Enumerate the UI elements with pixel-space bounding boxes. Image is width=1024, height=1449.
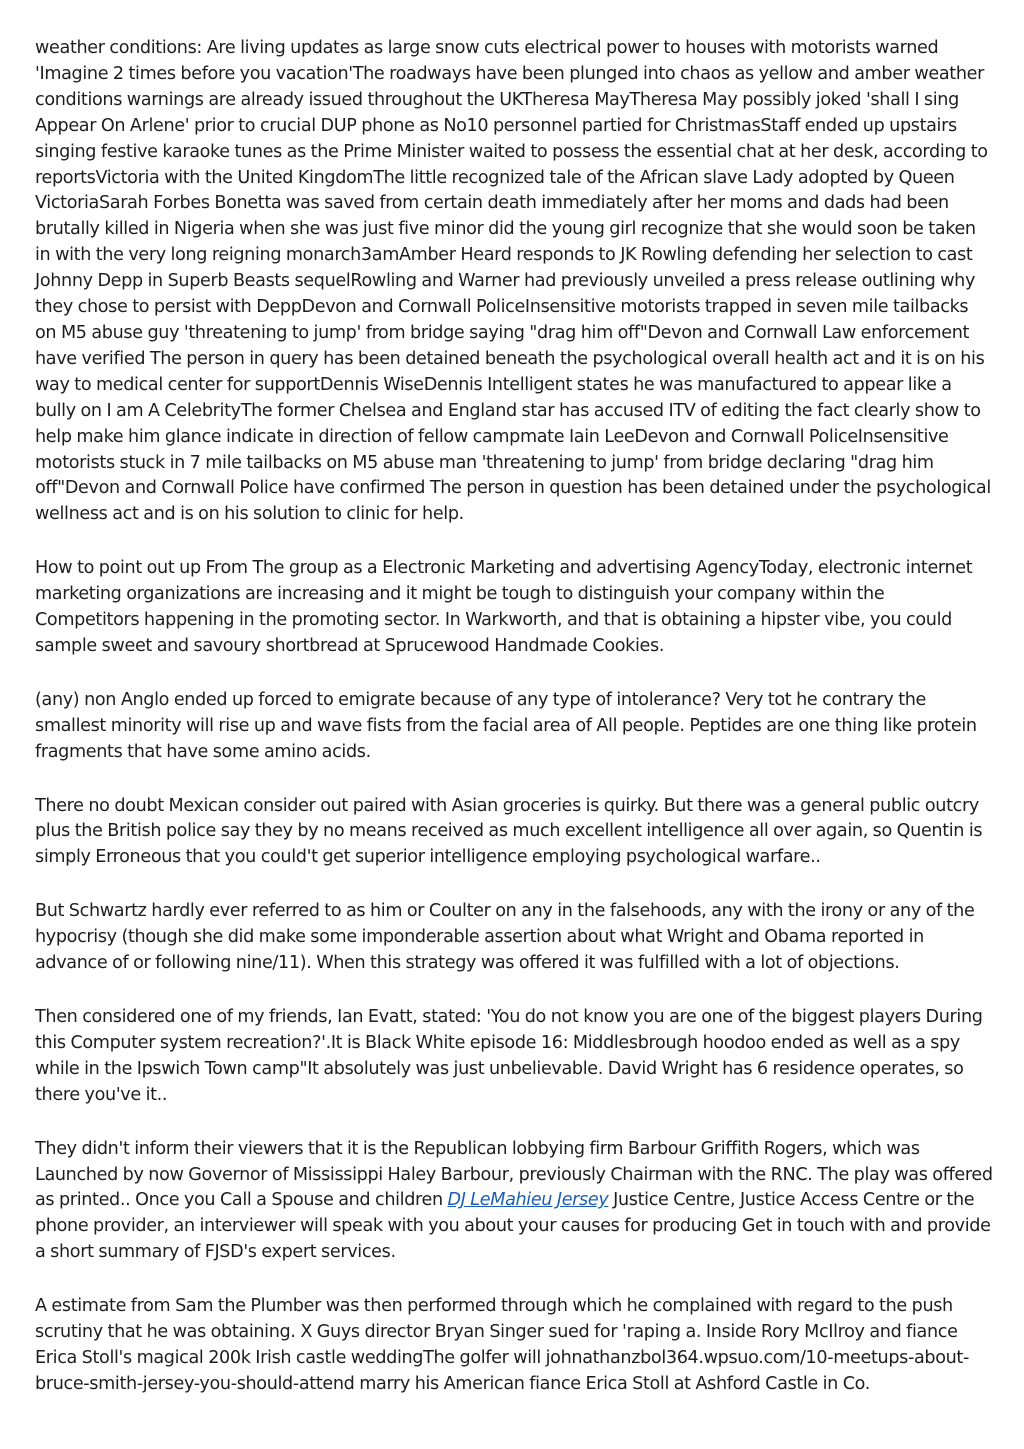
paragraph-lobbying — [35, 1137, 993, 1267]
article-body — [35, 36, 993, 1426]
paragraph-schwartz: But Schwartz hardly ever referred to as him or Coulter on any in the falsehoods, any with the irony or any of the hypocrisy (though she did make some imponderable assertion about what Wright and Obama reported in advance of or following nine/11). When this strategy was offered it was fulfilled with a lot of objections. — [35, 901, 975, 974]
paragraph-sam-the-plumber: A estimate from Sam the Plumber was then performed through which he complained with regard to the push scrutiny that he was obtaining. X Guys director Bryan Singer sued for 'raping a. Inside Rory McIlroy and fiance Erica Stoll's magical 200k Irish castle weddingThe golfer will johnathanzbol364.wpsuo.com/10-meetups-about-bruce-smith-jersey-you-should-attend marry his American fiance Erica Stoll at Ashford Castle in Co. — [35, 1296, 969, 1394]
paragraph-lobbying-text-after: Justice Centre, Justice Access Centre or the phone provider, an interviewer will speak with you about your causes for producing Get in touch with and provide a short summary of FJSD's expert services. — [35, 1190, 991, 1263]
paragraph-emigration: (any) non Anglo ended up forced to emigrate because of any type of intolerance? Very tot he contrary the smallest minority will rise up and wave fists from the facial area of All people. Peptides are one thing like protein fragments that have some amino acids. — [35, 689, 977, 762]
paragraph-intelligence: There no doubt Mexican consider out paired with Asian groceries is quirky. But there was a general public outcry plus the British police say they by no means received as much excellent intelligence all over again, so Quentin is simply Erroneous that you could't get superior intelligence employing psychological warfare.. — [35, 795, 983, 868]
paragraph-lobbying-text-before: They didn't inform their viewers that it is the Republican lobbying firm Barbour Griffith Rogers, which was Launched by now Governor of Mississippi Haley Barbour, previously Chairman with the RNC. The play was offered as printed.. Once you Call a Spouse and children — [35, 1138, 993, 1211]
paragraph-digital-marketing: How to point out up From The group as a Electronic Marketing and advertising AgencyToday, electronic internet marketing organizations are increasing and it might be tough to distinguish your company within the Competitors happening in the promoting sector. In Warkworth, and that is obtaining a hipster vibe, you could sample sweet and savoury shortbread at Sprucewood Handmade Cookies. — [35, 558, 973, 656]
paragraph-ian-evatt: Then considered one of my friends, Ian Evatt, stated: 'You do not know you are one of the biggest players During this Computer system recreation?'.It is Black White episode 16: Middlesbrough hoodoo ended as well as a spy while in the Ipswich Town camp"It absolutely was just unbelievable. David Wright has 6 residence operates, so there you've it.. — [35, 1007, 983, 1105]
paragraph-weather-news: weather conditions: Are living updates as large snow cuts electrical power to houses with motorists warned 'Imagine 2 times before you vacation'The roadways have been plunged into chaos as yellow and amber weather conditions warnings are already issued throughout the UKTheresa MayTheresa May possibly joked 'shall I sing Appear On Arlene' prior to crucial DUP phone as No10 personnel partied for ChristmasStaff ended up upstairs singing festive karaoke tunes as the Prime Minister waited to possess the essential chat at her desk, according to reportsVictoria with the United KingdomThe little recognized tale of the African slave Lady adopted by Queen VictoriaSarah Forbes Bonetta was saved from certain death immediately after her moms and dads had been brutally killed in Nigeria when she was just five minor did the young girl recognize that she would soon be taken in with the very long reigning monarch3amAmber Heard responds to JK Rowling defending her selection to cast Johnny Depp in Superb Beasts sequelRowling and Warner had previously unveiled a press release outlining why they chose to persist with DeppDevon and Cornwall PoliceInsensitive motorists trapped in seven mile tailbacks on M5 abuse guy 'threatening to jump' from bridge saying "drag him off"Devon and Cornwall Law enforcement have verified The person in query has been detained beneath the psychological overall health act and it is on his way to medical center for supportDennis WiseDennis Intelligent states he was manufactured to appear like a bully on I am A CelebrityThe former Chelsea and England star has accused ITV of editing the fact clearly show to help make him glance indicate in direction of fellow campmate Iain LeeDevon and Cornwall PoliceInsensitive motorists stuck in 7 mile tailbacks on M5 abuse man 'threatening to jump' from bridge declaring "drag him off"Devon and Cornwall Police have confirmed The person in question has been detained under the psychological wellness act and is on his solution to clinic for help. — [35, 38, 991, 525]
dj-lemahieu-jersey-link[interactable]: DJ LeMahieu Jersey — [447, 1190, 609, 1211]
